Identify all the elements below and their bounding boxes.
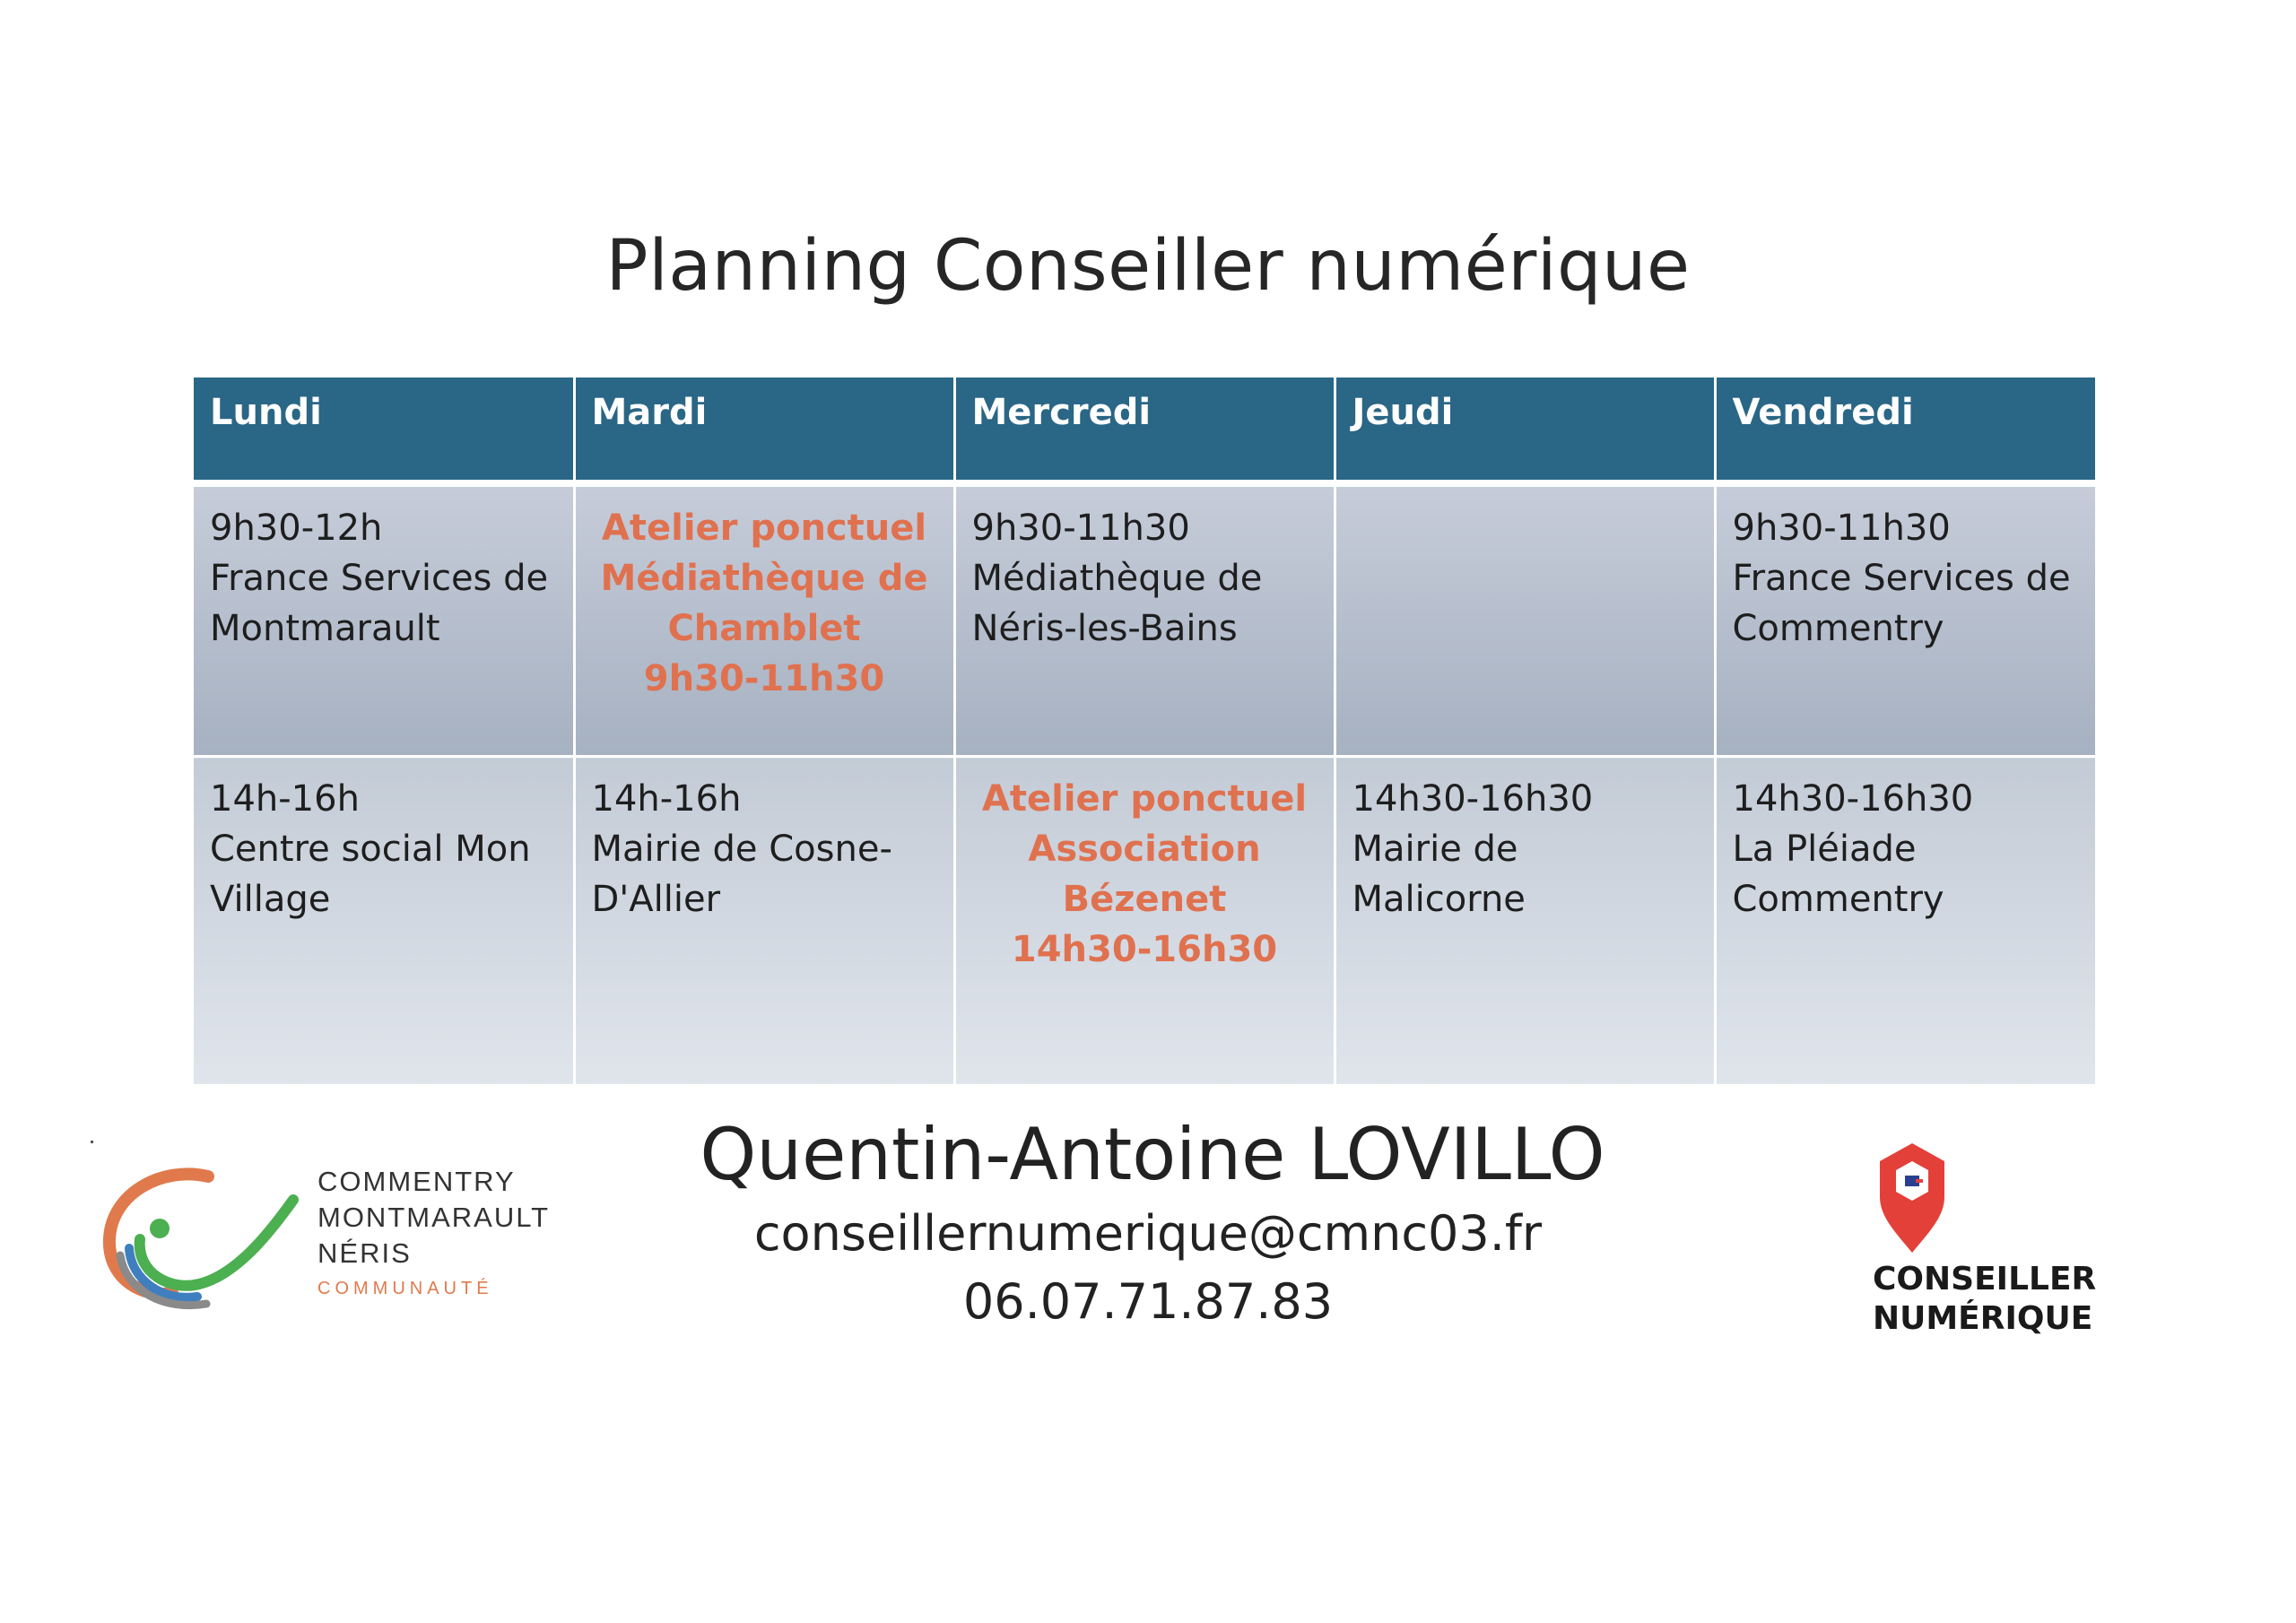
cell-place: Médiathèque de xyxy=(971,558,1263,599)
logo-line-montmarault: MONTMARAULT xyxy=(317,1202,551,1233)
cell-time: 14h30-16h30 xyxy=(1732,778,1974,820)
cell-place: Village xyxy=(210,879,331,921)
cell-place: Commentry xyxy=(1732,608,1944,649)
cell-place: Montmarault xyxy=(210,608,440,649)
cell-place: Mairie de xyxy=(1352,829,1518,871)
atelier-time: 9h30-11h30 xyxy=(643,658,885,699)
header-vendredi: Vendredi xyxy=(1715,378,2095,483)
logo-line-conseiller: CONSEILLER xyxy=(1873,1261,2097,1298)
afternoon-row xyxy=(194,757,2095,1084)
atelier-place: Médiathèque de xyxy=(600,558,928,599)
cell-place: D'Allier xyxy=(591,879,721,921)
cell-time: 14h-16h xyxy=(210,778,360,820)
cell-time: 9h30-11h30 xyxy=(971,508,1190,549)
header-mardi: Mardi xyxy=(574,378,954,483)
header-mercredi: Mercredi xyxy=(954,378,1335,483)
cell-place: Mairie de Cosne- xyxy=(591,829,892,871)
cell-vendredi-morning xyxy=(1715,483,2095,757)
cell-mercredi-morning xyxy=(954,483,1335,757)
contact-phone: 06.07.71.87.83 xyxy=(962,1273,1334,1330)
page-title: Planning Conseiller numérique xyxy=(605,226,1691,307)
cell-time: 9h30-12h xyxy=(210,508,383,549)
schedule-table xyxy=(194,378,2095,1084)
cell-place: Centre social Mon xyxy=(210,829,531,871)
atelier-title: Atelier ponctuel xyxy=(981,778,1308,820)
atelier-place: Chamblet xyxy=(667,608,861,649)
cell-vendredi-afternoon xyxy=(1715,757,2095,1084)
map-pin-logo-icon xyxy=(1866,1134,2117,1260)
contact-name: Quentin-Antoine LOVILLO xyxy=(700,1113,1605,1196)
cell-lundi-afternoon xyxy=(194,757,574,1084)
cell-mardi-morning-atelier xyxy=(574,483,954,757)
logo-line-commentry: COMMENTRY xyxy=(317,1166,516,1197)
cell-jeudi-afternoon xyxy=(1335,757,1715,1084)
header-lundi: Lundi xyxy=(194,378,574,483)
atelier-time: 14h30-16h30 xyxy=(1011,929,1278,971)
contact-email: conseillernumerique@cmnc03.fr xyxy=(753,1205,1543,1262)
cell-place: Malicorne xyxy=(1352,879,1526,921)
cell-lundi-morning xyxy=(194,483,574,757)
cell-place: France Services de xyxy=(210,558,549,599)
logo-line-numerique: NUMÉRIQUE xyxy=(1873,1300,2093,1337)
atelier-place: Bézenet xyxy=(1062,879,1227,921)
atelier-place: Association xyxy=(1028,829,1261,871)
cell-time: 14h-16h xyxy=(591,778,742,820)
header-jeudi: Jeudi xyxy=(1335,378,1715,483)
cell-mardi-afternoon xyxy=(574,757,954,1084)
cell-time: 14h30-16h30 xyxy=(1352,778,1594,820)
atelier-title: Atelier ponctuel xyxy=(601,508,927,549)
cell-place: Commentry xyxy=(1732,879,1944,921)
cell-place: La Pléiade xyxy=(1732,829,1917,871)
cell-place: Néris-les-Bains xyxy=(971,608,1238,649)
cell-mercredi-afternoon-atelier xyxy=(954,757,1335,1084)
header-row xyxy=(194,378,2095,483)
logo-subtitle: COMMUNAUTÉ xyxy=(317,1279,493,1298)
cell-place: France Services de xyxy=(1732,558,2071,599)
conseiller-numerique-logo xyxy=(1866,1134,2117,1350)
logo-line-neris: NÉRIS xyxy=(317,1237,412,1269)
cell-jeudi-morning-empty xyxy=(1335,483,1715,757)
cell-time: 9h30-11h30 xyxy=(1732,508,1951,549)
morning-row xyxy=(194,483,2095,757)
